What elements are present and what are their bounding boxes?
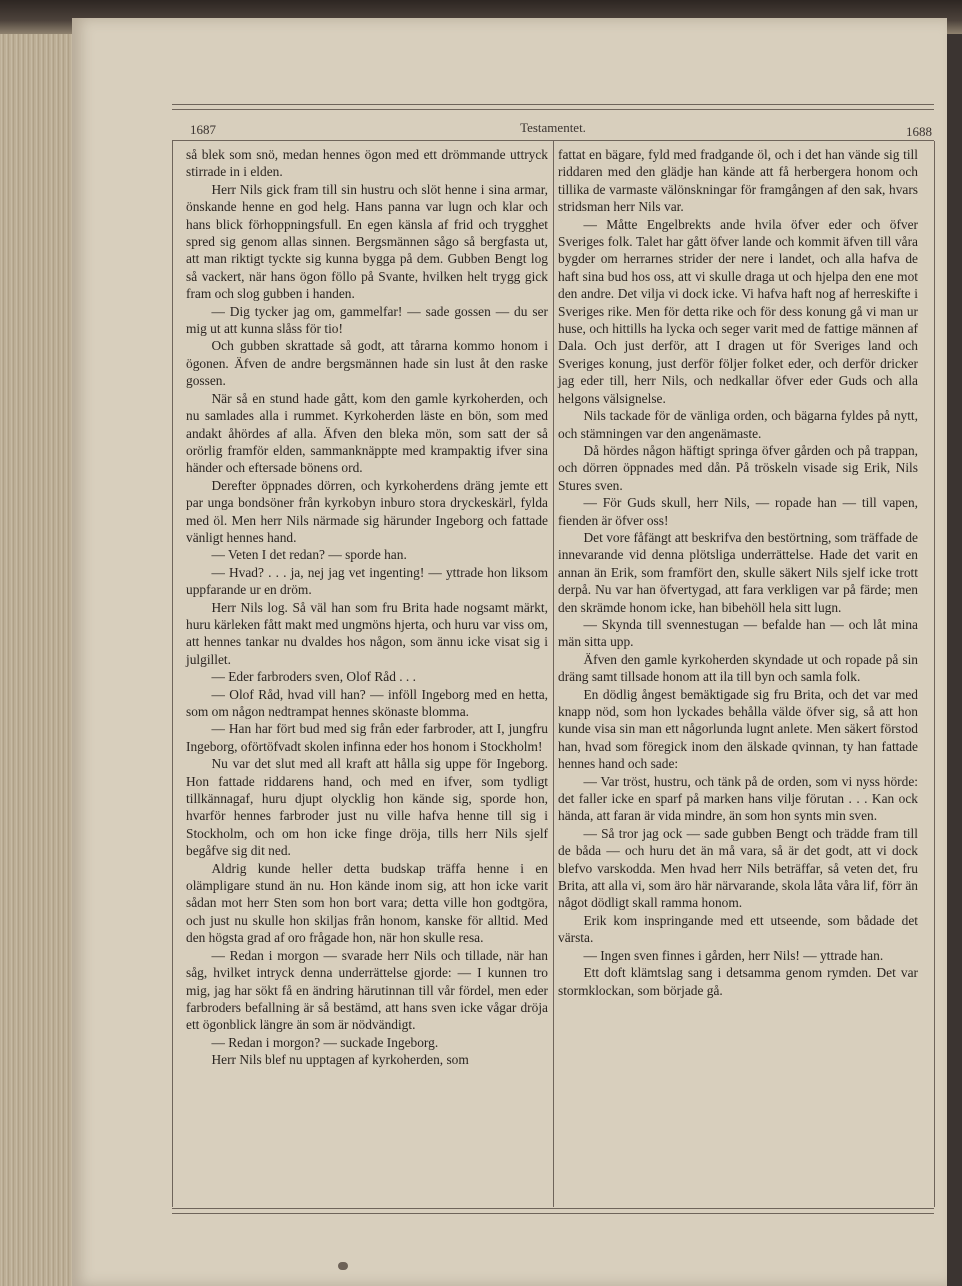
column-divider [553, 141, 554, 1207]
right-text-column [558, 146, 918, 999]
paragraph: — Redan i morgon? — suckade Ingeborg. [211, 1034, 439, 1050]
paragraph: Derefter öppnades dörren, och kyrkoherdens dräng jemte ett par unga bondsöner från kyrkobyn inburo stora dryckeskärl, fylda med öl. Men herr Nils närmade sig härunder Ingeborg och fattade vänligt hennes hand. [186, 477, 548, 545]
paragraph: Erik kom inspringande med ett utseende, som bådade det värsta. [558, 912, 918, 946]
paragraph: Herr Nils gick fram till sin hustru och slöt henne i sina armar, önskande henne en god helg. Hans panna var lugn och klar och hans blick förhoppningsfull. En egen känsla af frid och trygghet spred sig genom allas sinnen. Bergsmännen sågo så bergfasta ut, att man riktigt tyckte sig kunna bygga på dem. Gubben Bengt log så vackert, när hans ögon föllo på Svante, hvilken helt trygg gick fram och slog gubben i handen. [186, 181, 548, 302]
running-title: Testamentet. [520, 120, 586, 135]
paragraph: — Skynda till svennestugan — befalde han — och låt mina män sitta upp. [558, 616, 918, 650]
paragraph: Äfven den gamle kyrkoherden skyndade ut och ropade på sin dräng samt tillsade honom att ila till byn och samla folk. [558, 651, 918, 685]
print-mark [338, 1262, 348, 1270]
paragraph: Herr Nils blef nu upptagen af kyrkoherden, som [211, 1052, 469, 1068]
paragraph: — För Guds skull, herr Nils, — ropade han — till vapen, fienden är öfver oss! [558, 495, 918, 528]
left-text-column [186, 146, 548, 1069]
paragraph: Då hördes någon häftigt springa öfver gården och på trappan, och dörren öppnades med dån. På tröskeln visade sig Erik, Nils Stures sven. [558, 442, 918, 493]
page-number-right: 1688 [906, 124, 932, 139]
footer-rule [172, 1208, 934, 1214]
left-margin-rule [172, 141, 173, 1207]
paragraph: När så en stund hade gått, kom den gamle kyrkoherden, och nu samlades alla i rummet. Kyrkoherden läste en bön, som med andakt åhördes af alla. Äfven den bleka mön, som satt der så orörlig framför elden, sammanknäppte med krampaktig ifver sina händer och eftersade bönens ord. [186, 390, 548, 476]
paragraph: Herr Nils log. Så väl han som fru Brita hade nogsamt märkt, huru kärleken fått makt med ungmöns hjerta, och huru var viss om, att hennes tankar nu dvaldes hos någon, som ännu icke visat sig i julgillet. [186, 599, 548, 667]
paragraph: så blek som snö, medan hennes ögon med ett drömmande uttryck stirrade in i elden. [186, 147, 548, 180]
paragraph: Ett doft klämtslag sang i detsamma genom rymden. Det var stormklockan, som började gå. [558, 965, 918, 998]
header-rule [172, 104, 934, 110]
paragraph: fattat en bägare, fyld med fradgande öl, och i det han vände sig till riddaren med den glädje han kände att få herbergera honom och tillika de varmaste välönskningar för framgången af den sak, hvars stridsman herr Nils var. [558, 147, 918, 215]
paragraph: — Olof Råd, hvad vill han? — inföll Ingeborg med en hetta, som om någon nedtrampat hennes skönaste blomma. [186, 686, 548, 719]
paragraph: — Han har fört bud med sig från eder farbroder, att I, jungfru Ingeborg, oförtöfvadt skolen infinna eder hos honom i Stockholm! [186, 721, 548, 754]
paragraph: Aldrig kunde heller detta budskap träffa henne i en olämpligare stund än nu. Hon kände inom sig, att hon icke varit sådan mot herr Sten som hon bort vara; detta ville hon godtgöra, och just nu skulle hon skiljas från honom, kanske för alltid. Med den högsta grad af oro frågade hon, när hon skulle resa. [186, 860, 548, 946]
paragraph: — Eder farbroders sven, Olof Råd . . . [211, 669, 416, 685]
paragraph: — Måtte Engelbrekts ande hvila öfver eder och öfver Sveriges folk. Talet har gått öfver lande och kommit äfven till våra bygder om herrarnes strider der nere i landet, och alla hafva de haft sina bud hos oss, att vi skulle draga ut och hjelpa den ene mot den andre. Det vilja vi dock icke. Vi hafva haft nog af herreskifte i Sveriges rike. Men för detta rike och för dess konung gå vi man ur huse, och hittills ha lycka och seger varit med de fattige männen af Dala. Och just derför, att I dragen ut för Sveriges land och Sveriges konung, just derför följer folket eder, och derför dricker jag eder till, herr Nils, och nedkallar öfver eder Guds och alla helgons välsignelse. [558, 216, 918, 406]
paragraph: Det vore fåfängt att beskrifva den bestörtning, som träffade de innevarande vid denna plötsliga underrättelse. Hade det varit en annan än Erik, som framfört den, skulle säkert Nils sjelf icke trott derpå. Nu var han öfvertygad, att fara verkligen var på färde; men den skrämde honom icke, han bibehöll hela sitt lugn. [558, 529, 918, 615]
paragraph: — Så tror jag ock — sade gubben Bengt och trädde fram till de båda — och huru det än må vara, så är det godt, att vi dock blefvo varskodda. Men hvad herr Nils beträffar, så veten det, fru Brita, att alla vi, som äro här närvarande, skola låta våra lif, förr än något dödligt skall ramma honom. [558, 825, 918, 911]
paragraph: — Veten I det redan? — sporde han. [211, 547, 407, 563]
paragraph: Och gubben skrattade så godt, att tårarna kommo honom i ögonen. Äfven de andre bergsmännen hade sin lust åt den raske gossen. [186, 338, 548, 389]
paragraph: En dödlig ångest bemäktigade sig fru Brita, och det var med knapp nöd, som hon lyckades behålla välde öfver sig, så att hon kunde visa sin man ett någorlunda lugnt anlete. Men säkert förstod han, hvad som föregick inom den älskade qvinnan, ty han fattade hennes hand och sade: [558, 686, 918, 772]
paragraph: — Hvad? . . . ja, nej jag vet ingenting! — yttrade hon liksom uppfarande ur en dröm. [186, 564, 548, 598]
paragraph: — Dig tycker jag om, gammelfar! — sade gossen — du ser mig ut att kunna slåss för tio! [186, 303, 548, 337]
paragraph: — Ingen sven finnes i gården, herr Nils! — yttrade han. [583, 947, 884, 963]
paragraph: Nils tackade för de vänliga orden, och bägarna fyldes på nytt, och stämningen var den angenämaste. [558, 408, 918, 441]
paragraph: — Redan i morgon — svarade herr Nils och tillade, när han såg, hvilket intryck denna underrättelse gjorde: — I kunnen tro mig, jag har sökt få en ändring härutinnan till vår fördel, men eder farbroders befallning är så bestämd, att hans sven icke vågar dröja ett ögonblick längre än som är nödvändigt. [186, 947, 548, 1033]
page-number-left: 1687 [190, 122, 216, 137]
running-header [172, 116, 934, 138]
paragraph: — Var tröst, hustru, och tänk på de orden, som vi nyss hörde: det faller icke en sparf på marken hans vilje förutan . . . Kan ock hända, att faran är vida mindre, än som hon synts min sven. [558, 773, 918, 824]
right-margin-rule [934, 141, 935, 1207]
paragraph: Nu var det slut med all kraft att hålla sig uppe för Ingeborg. Hon fattade riddarens hand, och med en ifver, som tydligt tillkännagaf, huru djupt olycklig hon kände sig, sporde hon, hvarför hennes farbroder just nu ville hafva henne till sig i Stockholm, och om hon icke finge dröja, tills herr Nils sjelf begåfve sig dit ned. [186, 756, 548, 859]
